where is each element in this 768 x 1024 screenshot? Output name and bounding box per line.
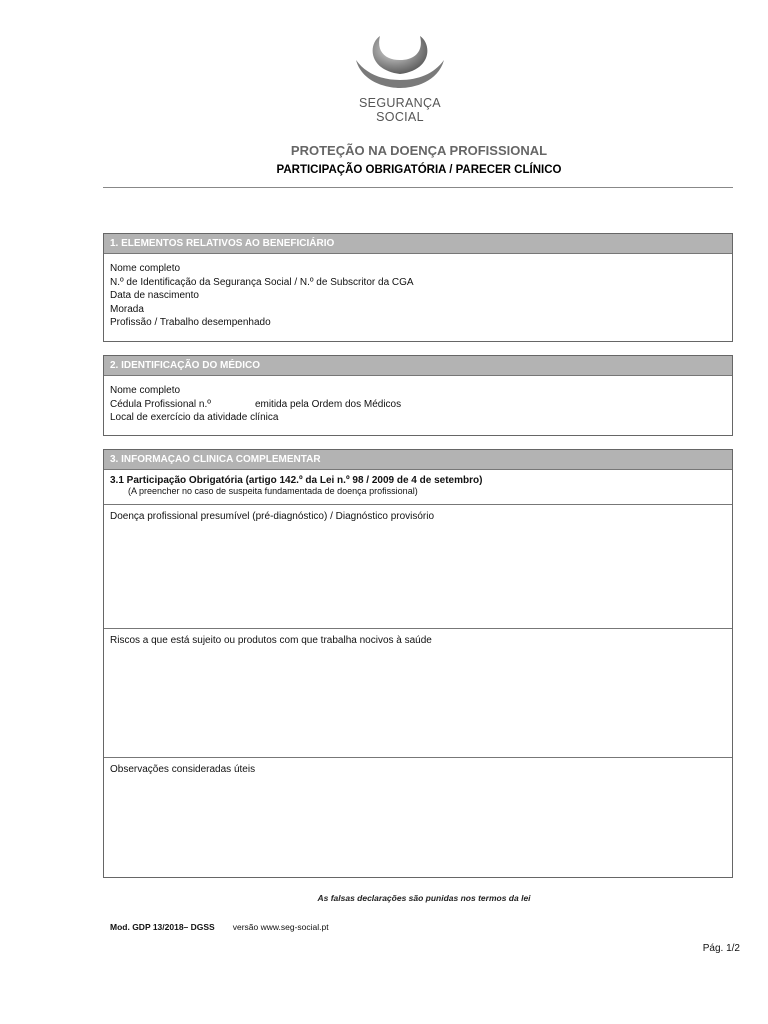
field-observations-label: Observações consideradas úteis xyxy=(110,764,256,775)
field-cedula[interactable] xyxy=(110,398,726,412)
subsection-mandatory-participation xyxy=(104,470,732,505)
field-full-name[interactable]: Nome completo xyxy=(110,263,181,274)
field-observations[interactable] xyxy=(104,758,732,876)
footer-model xyxy=(110,922,329,932)
cedula-label: Cédula Profissional n.º xyxy=(110,398,211,410)
subsection-title: 3.1 Participação Obrigatória (artigo 142.º da Lei n.º 98 / 2009 de 4 de setembro) xyxy=(110,475,483,486)
field-diagnosis-label: Doença profissional presumível (pré-diagnóstico) / Diagnóstico provisório xyxy=(110,511,435,522)
header-divider xyxy=(103,187,733,188)
field-doctor-name[interactable]: Nome completo xyxy=(110,385,181,396)
model-code: Mod. GDP 13/2018– DGSS xyxy=(110,922,215,932)
field-birth-date[interactable]: Data de nascimento xyxy=(110,290,199,301)
field-diagnosis[interactable] xyxy=(104,505,732,629)
document-title: PROTEÇÃO NA DOENÇA PROFISSIONAL xyxy=(290,143,548,158)
logo xyxy=(338,30,468,124)
page-number: Pág. 1/2 xyxy=(702,943,740,954)
field-ss-number[interactable]: N.º de Identificação da Segurança Social / N.º de Subscritor da CGA xyxy=(110,276,414,288)
field-risks-label: Riscos a que está sujeito ou produtos com que trabalha nocivos à saúde xyxy=(110,635,432,646)
seguranca-social-logo-icon xyxy=(352,30,448,94)
legal-disclaimer: As falsas declarações são punidas nos termos da lei xyxy=(317,893,531,903)
field-risks[interactable] xyxy=(104,629,732,758)
cedula-suffix: emitida pela Ordem dos Médicos xyxy=(254,398,402,410)
document-subtitle: PARTICIPAÇÃO OBRIGATÓRIA / PARECER CLÍNICO xyxy=(276,164,562,176)
section-beneficiary xyxy=(103,233,733,342)
field-clinical-location[interactable]: Local de exercício da atividade clínica xyxy=(110,412,279,423)
version-link: versão www.seg-social.pt xyxy=(232,922,329,932)
field-profession[interactable]: Profissão / Trabalho desempenhado xyxy=(110,317,271,328)
logo-text: SEGURANÇA SOCIAL xyxy=(359,96,441,124)
field-address[interactable]: Morada xyxy=(110,303,144,315)
section-heading: 1. ELEMENTOS RELATIVOS AO BENEFICIÁRIO xyxy=(104,234,732,254)
section-clinical-info xyxy=(103,449,733,878)
section-doctor xyxy=(103,355,733,436)
section-heading: 3. INFORMAÇAO CLINICA COMPLEMENTAR xyxy=(104,450,732,470)
subsection-note: (A preencher no caso de suspeita fundamentada de doença profissional) xyxy=(128,486,418,496)
section-heading: 2. IDENTIFICAÇÃO DO MÉDICO xyxy=(104,356,732,376)
